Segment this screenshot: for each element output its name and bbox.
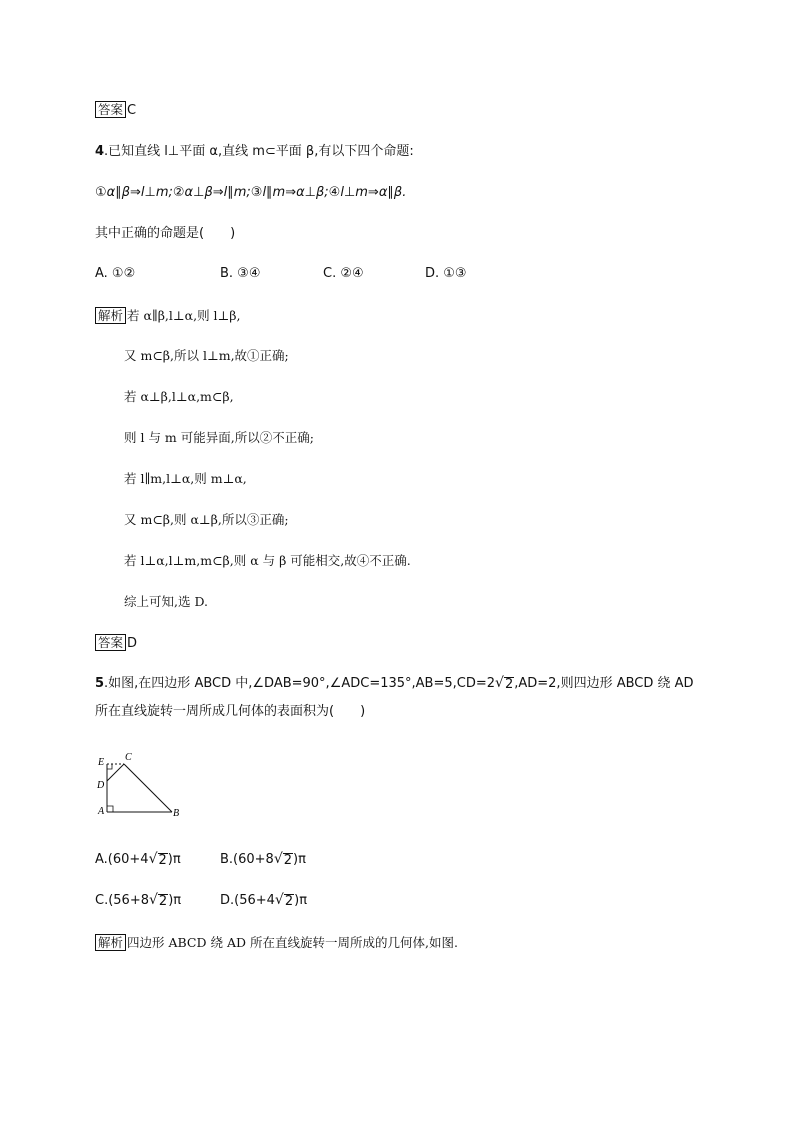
option-c: C. ②④ [323,266,364,281]
option-prefix: B.(60+8 [220,852,274,867]
q5-option-d [220,893,307,909]
label-e: E [98,757,105,768]
option-prefix: D.(56+4 [220,893,275,908]
question-stem-part1: .如图,在四边形 ABCD 中,∠DAB=90°,∠ADC=135°,AB=5,CD=2 [104,676,496,691]
label-d: D [97,780,105,791]
analysis-text: 四边形 ABCD 绕 AD 所在直线旋转一周所成的几何体,如图. [127,935,458,950]
analysis-4-line-1 [95,307,241,325]
question-4-prompt: 其中正确的命题是( ) [95,226,236,241]
analysis-4-line-8: 综上可知,选 D. [124,594,208,609]
analysis-5 [95,934,458,952]
analysis-4-line-7: 若 l⊥α,l⊥m,m⊂β,则 α 与 β 可能相交,故④不正确. [124,553,411,568]
option-suffix: )π [294,893,308,908]
answer-tag: 答案 [95,634,126,651]
option-suffix: )π [293,852,306,867]
question-4-propositions: ①α∥β⇒l⊥m;②α⊥β⇒l∥m;③l∥m⇒α⊥β;④l⊥m⇒α∥β. [95,185,407,200]
option-a: A. ①② [95,266,136,281]
answer-value: D [127,636,138,651]
answer-value: C [127,103,137,118]
analysis-tag: 解析 [95,307,126,324]
option-b: B. ③④ [220,266,261,281]
answer-3 [95,101,136,120]
option-suffix: )π [168,893,182,908]
option-d: D. ①③ [425,266,467,281]
q5-option-c [95,893,181,909]
answer-tag: 答案 [95,101,126,118]
question-5-stem [95,675,694,693]
right-angle-a [107,806,113,812]
question-stem: .已知直线 l⊥平面 α,直线 m⊂平面 β,有以下四个命题: [104,144,414,159]
question-number: 4 [95,144,105,159]
label-c: C [125,752,132,763]
label-a: A [98,806,105,817]
option-suffix: )π [167,852,181,867]
q5-option-b [220,852,306,868]
sqrt: √ 2 [495,675,514,692]
analysis-4-line-2: 又 m⊂β,所以 l⊥m,故①正确; [124,348,289,363]
sqrt: √ 2 [149,892,168,909]
answer-4 [95,634,137,653]
analysis-text: 若 α∥β,l⊥α,则 l⊥β, [127,308,241,323]
radicand: 2 [504,677,514,692]
radicand: 2 [158,853,167,868]
radicand: 2 [283,853,293,868]
question-4-stem [95,143,414,161]
label-b: B [173,808,180,819]
question-number: 5 [95,676,105,691]
analysis-4-line-5: 若 l∥m,l⊥α,则 m⊥α, [124,471,247,486]
question-stem-part2: ,AD=2,则四边形 ABCD 绕 AD [514,676,694,691]
radicand: 2 [284,894,294,909]
sqrt: √ 2 [273,851,293,868]
quadrilateral-figure [94,748,194,823]
analysis-4-line-3: 若 α⊥β,l⊥α,m⊂β, [124,389,234,404]
analysis-4-line-4: 则 l 与 m 可能异面,所以②不正确; [124,430,314,445]
q5-option-a [95,852,181,868]
sqrt: √ 2 [274,892,294,909]
radicand: 2 [158,894,168,909]
analysis-4-line-6: 又 m⊂β,则 α⊥β,所以③正确; [124,512,289,527]
option-prefix: A.(60+4 [95,852,149,867]
question-5-stem-line-2: 所在直线旋转一周所成几何体的表面积为( ) [95,704,366,719]
sqrt: √ 2 [148,851,167,868]
analysis-tag: 解析 [95,934,126,951]
right-angle-e [107,764,112,769]
option-prefix: C.(56+8 [95,893,149,908]
segment-cb [124,764,172,812]
segment-dc [107,764,124,781]
